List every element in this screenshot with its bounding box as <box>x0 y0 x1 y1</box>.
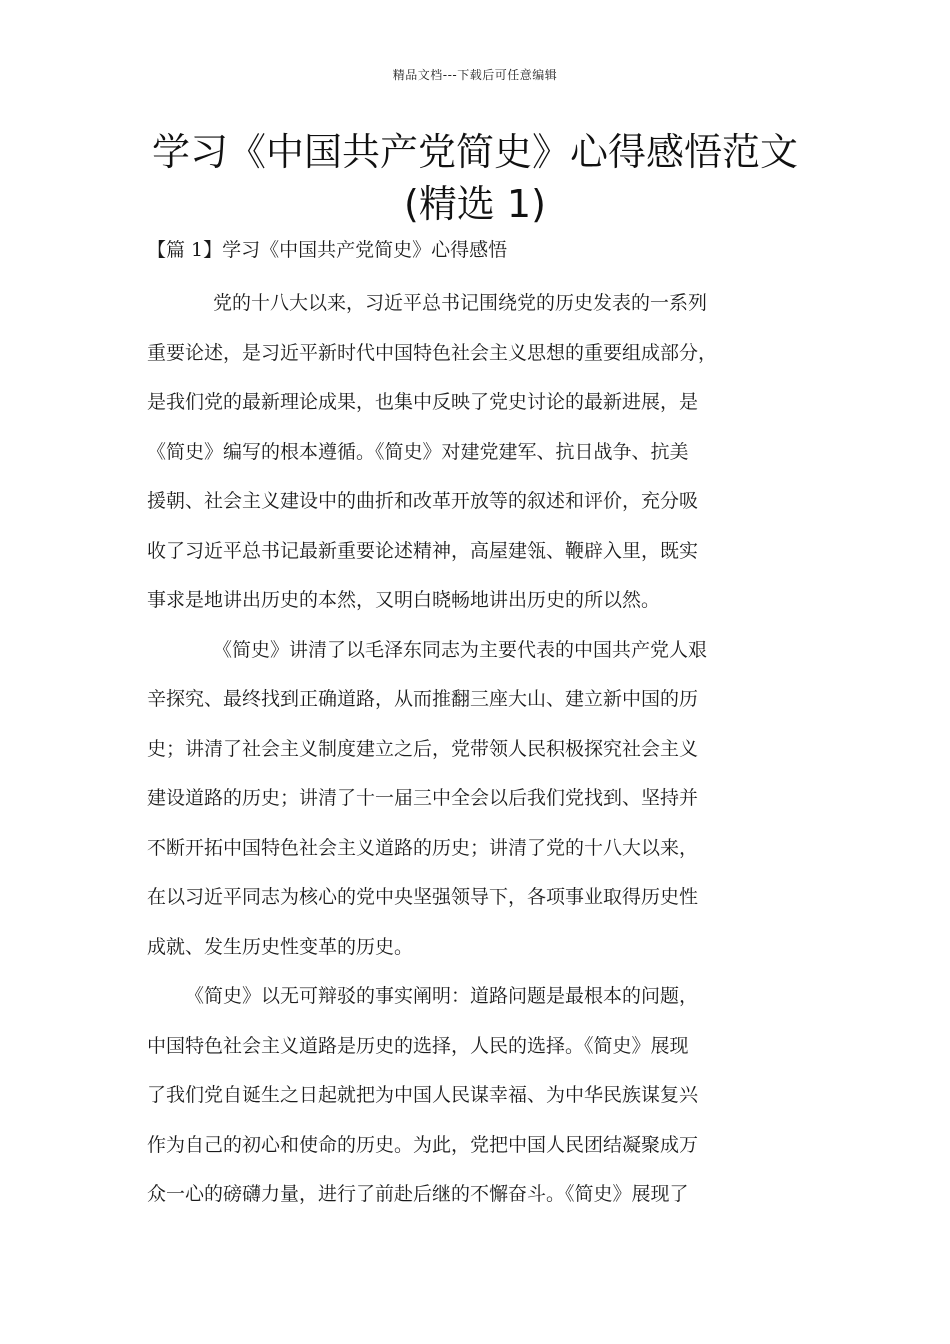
paragraph-line: 在以习近平同志为核心的党中央坚强领导下，各项事业取得历史性 <box>147 886 699 908</box>
title-line-2: (精选 1) <box>404 182 546 226</box>
paragraph-line: 援朝、社会主义建设中的曲折和改革开放等的叙述和评价，充分吸 <box>147 490 699 512</box>
paragraph-line: 收了习近平总书记最新重要论述精神，高屋建瓴、鞭辟入里，既实 <box>147 539 699 562</box>
paragraph-line: 众一心的磅礴力量，进行了前赴后继的不懈奋斗。《简史》展现了 <box>147 1183 689 1205</box>
document-body <box>147 279 807 1220</box>
paragraph-line: 辛探究、最终找到正确道路，从而推翻三座大山、建立新中国的历 <box>147 688 699 710</box>
paragraph-2 <box>147 626 807 973</box>
paragraph-line: 不断开拓中国特色社会主义道路的历史；讲清了党的十八大以来， <box>147 836 699 859</box>
paragraph-line: 中国特色社会主义道路是历史的选择，人民的选择。《简史》展现 <box>147 1034 689 1057</box>
paragraph-line: 建设道路的历史；讲清了十一届三中全会以后我们党找到、坚持并 <box>147 787 699 809</box>
paragraph-line: 《简史》编写的根本遵循。《简史》对建党建军、抗日战争、抗美 <box>147 440 689 463</box>
paragraph-line: 事求是地讲出历史的本然，又明白晓畅地讲出历史的所以然。 <box>147 589 661 611</box>
paragraph-line: 《简史》讲清了以毛泽东同志为主要代表的中国共产党人艰 <box>213 638 708 661</box>
paragraph-line: 党的十八大以来，习近平总书记围绕党的历史发表的一系列 <box>213 292 708 314</box>
paragraph-line: 史；讲清了社会主义制度建立之后，党带领人民积极探究社会主义 <box>147 737 699 760</box>
section-heading: 【篇 1】学习《中国共产党简史》心得感悟 <box>147 239 508 261</box>
paragraph-line: 《简史》以无可辩驳的事实阐明：道路问题是最根本的问题， <box>185 985 699 1007</box>
document-title <box>110 126 840 230</box>
paragraph-line: 了我们党自诞生之日起就把为中国人民谋幸福、为中华民族谋复兴 <box>147 1084 699 1106</box>
paragraph-line: 是我们党的最新理论成果，也集中反映了党史讨论的最新进展，是 <box>147 391 699 413</box>
title-line-1: 学习《中国共产党简史》心得感悟范文 <box>151 130 798 174</box>
paragraph-line: 成就、发生历史性变革的历史。 <box>147 935 414 958</box>
paragraph-line: 重要论述，是习近平新时代中国特色社会主义思想的重要组成部分， <box>147 341 718 364</box>
header-note: 精品文档---下载后可任意编辑 <box>392 68 558 82</box>
paragraph-1 <box>147 279 807 626</box>
paragraph-3 <box>147 972 807 1220</box>
paragraph-line: 作为自己的初心和使命的历史。为此，党把中国人民团结凝聚成万 <box>147 1133 699 1156</box>
